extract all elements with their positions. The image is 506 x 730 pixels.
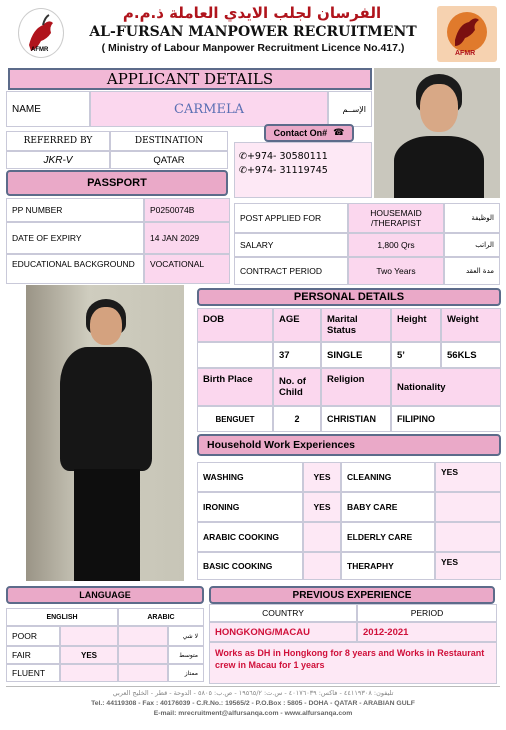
language-poor-arabic	[118, 626, 168, 646]
name-label-arabic: الإســم	[328, 91, 372, 127]
left-logo	[18, 8, 64, 58]
therapy-value: YES	[435, 552, 501, 580]
ironing-label: IRONING	[197, 492, 303, 522]
no-of-child-value: 2	[273, 406, 321, 432]
previous-experience-title: PREVIOUS EXPERIENCE	[209, 586, 495, 604]
language-poor-label: POOR	[6, 626, 60, 646]
no-of-child-label: No. of Child	[273, 368, 321, 406]
personal-details-title: PERSONAL DETAILS	[197, 288, 501, 306]
applicant-photo-full-body	[26, 285, 184, 581]
right-logo	[437, 6, 497, 62]
elderly-care-label: ELDERLY CARE	[341, 522, 435, 552]
language-fair-label: FAIR	[6, 646, 60, 664]
passport-title: PASSPORT	[6, 170, 228, 196]
phone-icon: ☎	[333, 128, 345, 138]
license-text: ( Ministry of Labour Manpower Recruitment Licence No.417.)	[101, 42, 405, 54]
washing-label: WASHING	[197, 462, 303, 492]
washing-value: YES	[303, 462, 341, 492]
ironing-value: YES	[303, 492, 341, 522]
therapy-label: THERAPHY	[341, 552, 435, 580]
footer-contact-line: Tel.: 44119308 - Fax : 40176039 - C.R.No.: 19565/2 - P.O.Box : 5805 - DOHA - QATAR - ARABIAN GULF	[91, 700, 415, 707]
contract-period-value: Two Years	[348, 257, 444, 285]
destination-value: QATAR	[110, 151, 228, 169]
marital-status-value: SINGLE	[321, 342, 391, 368]
photo-pants	[74, 469, 140, 581]
photo-shirt	[60, 347, 152, 471]
weight-value: 56KLS	[441, 342, 501, 368]
salary-value: 1,800 Qrs	[348, 233, 444, 257]
header	[0, 0, 506, 64]
salary-label: SALARY	[234, 233, 348, 257]
education-value: VOCATIONAL	[144, 254, 230, 284]
phone-number-1[interactable]: ✆+974- 30580111	[239, 151, 328, 162]
post-applied-value: HOUSEMAID /THERAPIST	[348, 203, 444, 233]
footer-divider	[6, 686, 500, 687]
language-fluent-arabic	[118, 664, 168, 682]
name-label: NAME	[6, 91, 90, 127]
company-arabic-name: الفرسان لجلب الايدي العاملة ذ.م.م	[122, 4, 382, 22]
contact-box	[234, 142, 372, 198]
right-logo-text: AFMR	[455, 50, 476, 57]
destination-label: DESTINATION	[110, 131, 228, 151]
experience-country: HONGKONG/MACAU	[209, 622, 357, 642]
experience-description: Works as DH in Hongkong for 8 years and Works in Restaurant crew in Macau for 1 years	[209, 642, 497, 684]
post-applied-label-arabic: الوظيفة	[444, 203, 500, 233]
dob-label: DOB	[197, 308, 273, 342]
contact-title-bar	[264, 124, 354, 142]
pp-number-label: PP NUMBER	[6, 198, 144, 222]
dob-value	[197, 342, 273, 368]
footer	[0, 686, 506, 730]
applicant-photo-portrait	[374, 68, 500, 198]
cleaning-label: CLEANING	[341, 462, 435, 492]
contract-period-label: CONTRACT PERIOD	[234, 257, 348, 285]
birth-place-value: BENGUET	[197, 406, 273, 432]
nationality-value: FILIPINO	[391, 406, 501, 432]
arabic-cooking-value	[303, 522, 341, 552]
marital-status-label: Marital Status	[321, 308, 391, 342]
baby-care-label: BABY CARE	[341, 492, 435, 522]
experience-period: 2012-2021	[357, 622, 497, 642]
date-of-expiry-value: 14 JAN 2029	[144, 222, 230, 254]
religion-value: CHRISTIAN	[321, 406, 391, 432]
age-value: 37	[273, 342, 321, 368]
pp-number-value: P0250074B	[144, 198, 230, 222]
elderly-care-value	[435, 522, 501, 552]
language-col-arabic: ARABIC	[118, 608, 204, 626]
religion-label: Religion	[321, 368, 391, 406]
date-of-expiry-label: DATE OF EXPIRY	[6, 222, 144, 254]
language-fluent-label-arabic: ممتاز	[168, 664, 204, 682]
referred-by-label: REFERRED BY	[6, 131, 110, 151]
age-label: AGE	[273, 308, 321, 342]
contact-title: Contact On#	[273, 128, 328, 138]
language-fair-english: YES	[60, 646, 118, 664]
language-fluent-english	[60, 664, 118, 682]
basic-cooking-value	[303, 552, 341, 580]
left-logo-text: AFMR	[31, 47, 49, 53]
footer-arabic-line: تليفون: ٤٤١١٩٣٠٨ - فاكس: ٤٠١٧٦٠٣٩ - س.ت: ١٩٥٦٥/٢ - ص.ب: ٥٨٠٥ - الدوحة - قطر - الخليج العربي	[112, 689, 394, 697]
post-applied-label: POST APPLIED FOR	[234, 203, 348, 233]
language-poor-label-arabic: لا شي	[168, 626, 204, 646]
applicant-section-title: APPLICANT DETAILS	[8, 68, 372, 90]
weight-label: Weight	[441, 308, 501, 342]
height-label: Height	[391, 308, 441, 342]
arabic-cooking-label: ARABIC COOKING	[197, 522, 303, 552]
phone-number-2[interactable]: ✆+974- 31119745	[239, 165, 328, 176]
photo-face	[90, 307, 122, 345]
photo-shirt	[394, 136, 484, 198]
height-value: 5’	[391, 342, 441, 368]
language-fair-arabic	[118, 646, 168, 664]
photo-face	[420, 84, 458, 132]
education-label: EDUCATIONAL BACKGROUND	[6, 254, 144, 284]
language-col-english: ENGLISH	[6, 608, 118, 626]
basic-cooking-label: BASIC COOKING	[197, 552, 303, 580]
baby-care-value	[435, 492, 501, 522]
contract-period-label-arabic: مدة العقد	[444, 257, 500, 285]
name-value: CARMELA	[90, 91, 328, 127]
cleaning-value: YES	[435, 462, 501, 492]
referred-by-value: JKR-V	[6, 151, 110, 169]
company-name: AL-FURSAN MANPOWER RECRUITMENT	[89, 24, 417, 40]
language-fluent-label: FLUENT	[6, 664, 60, 682]
footer-email-line: E-mail: mrecruitment@alfursanqa.com - www.alfursanqa.com	[153, 710, 353, 717]
language-title: LANGUAGE	[6, 586, 204, 604]
household-title: Household Work Experiences	[197, 434, 501, 456]
birth-place-label: Birth Place	[197, 368, 273, 406]
experience-col-period: PERIOD	[357, 604, 497, 622]
language-poor-english	[60, 626, 118, 646]
experience-col-country: COUNTRY	[209, 604, 357, 622]
salary-label-arabic: الراتب	[444, 233, 500, 257]
nationality-label: Nationality	[391, 368, 501, 406]
language-fair-label-arabic: متوسط	[168, 646, 204, 664]
